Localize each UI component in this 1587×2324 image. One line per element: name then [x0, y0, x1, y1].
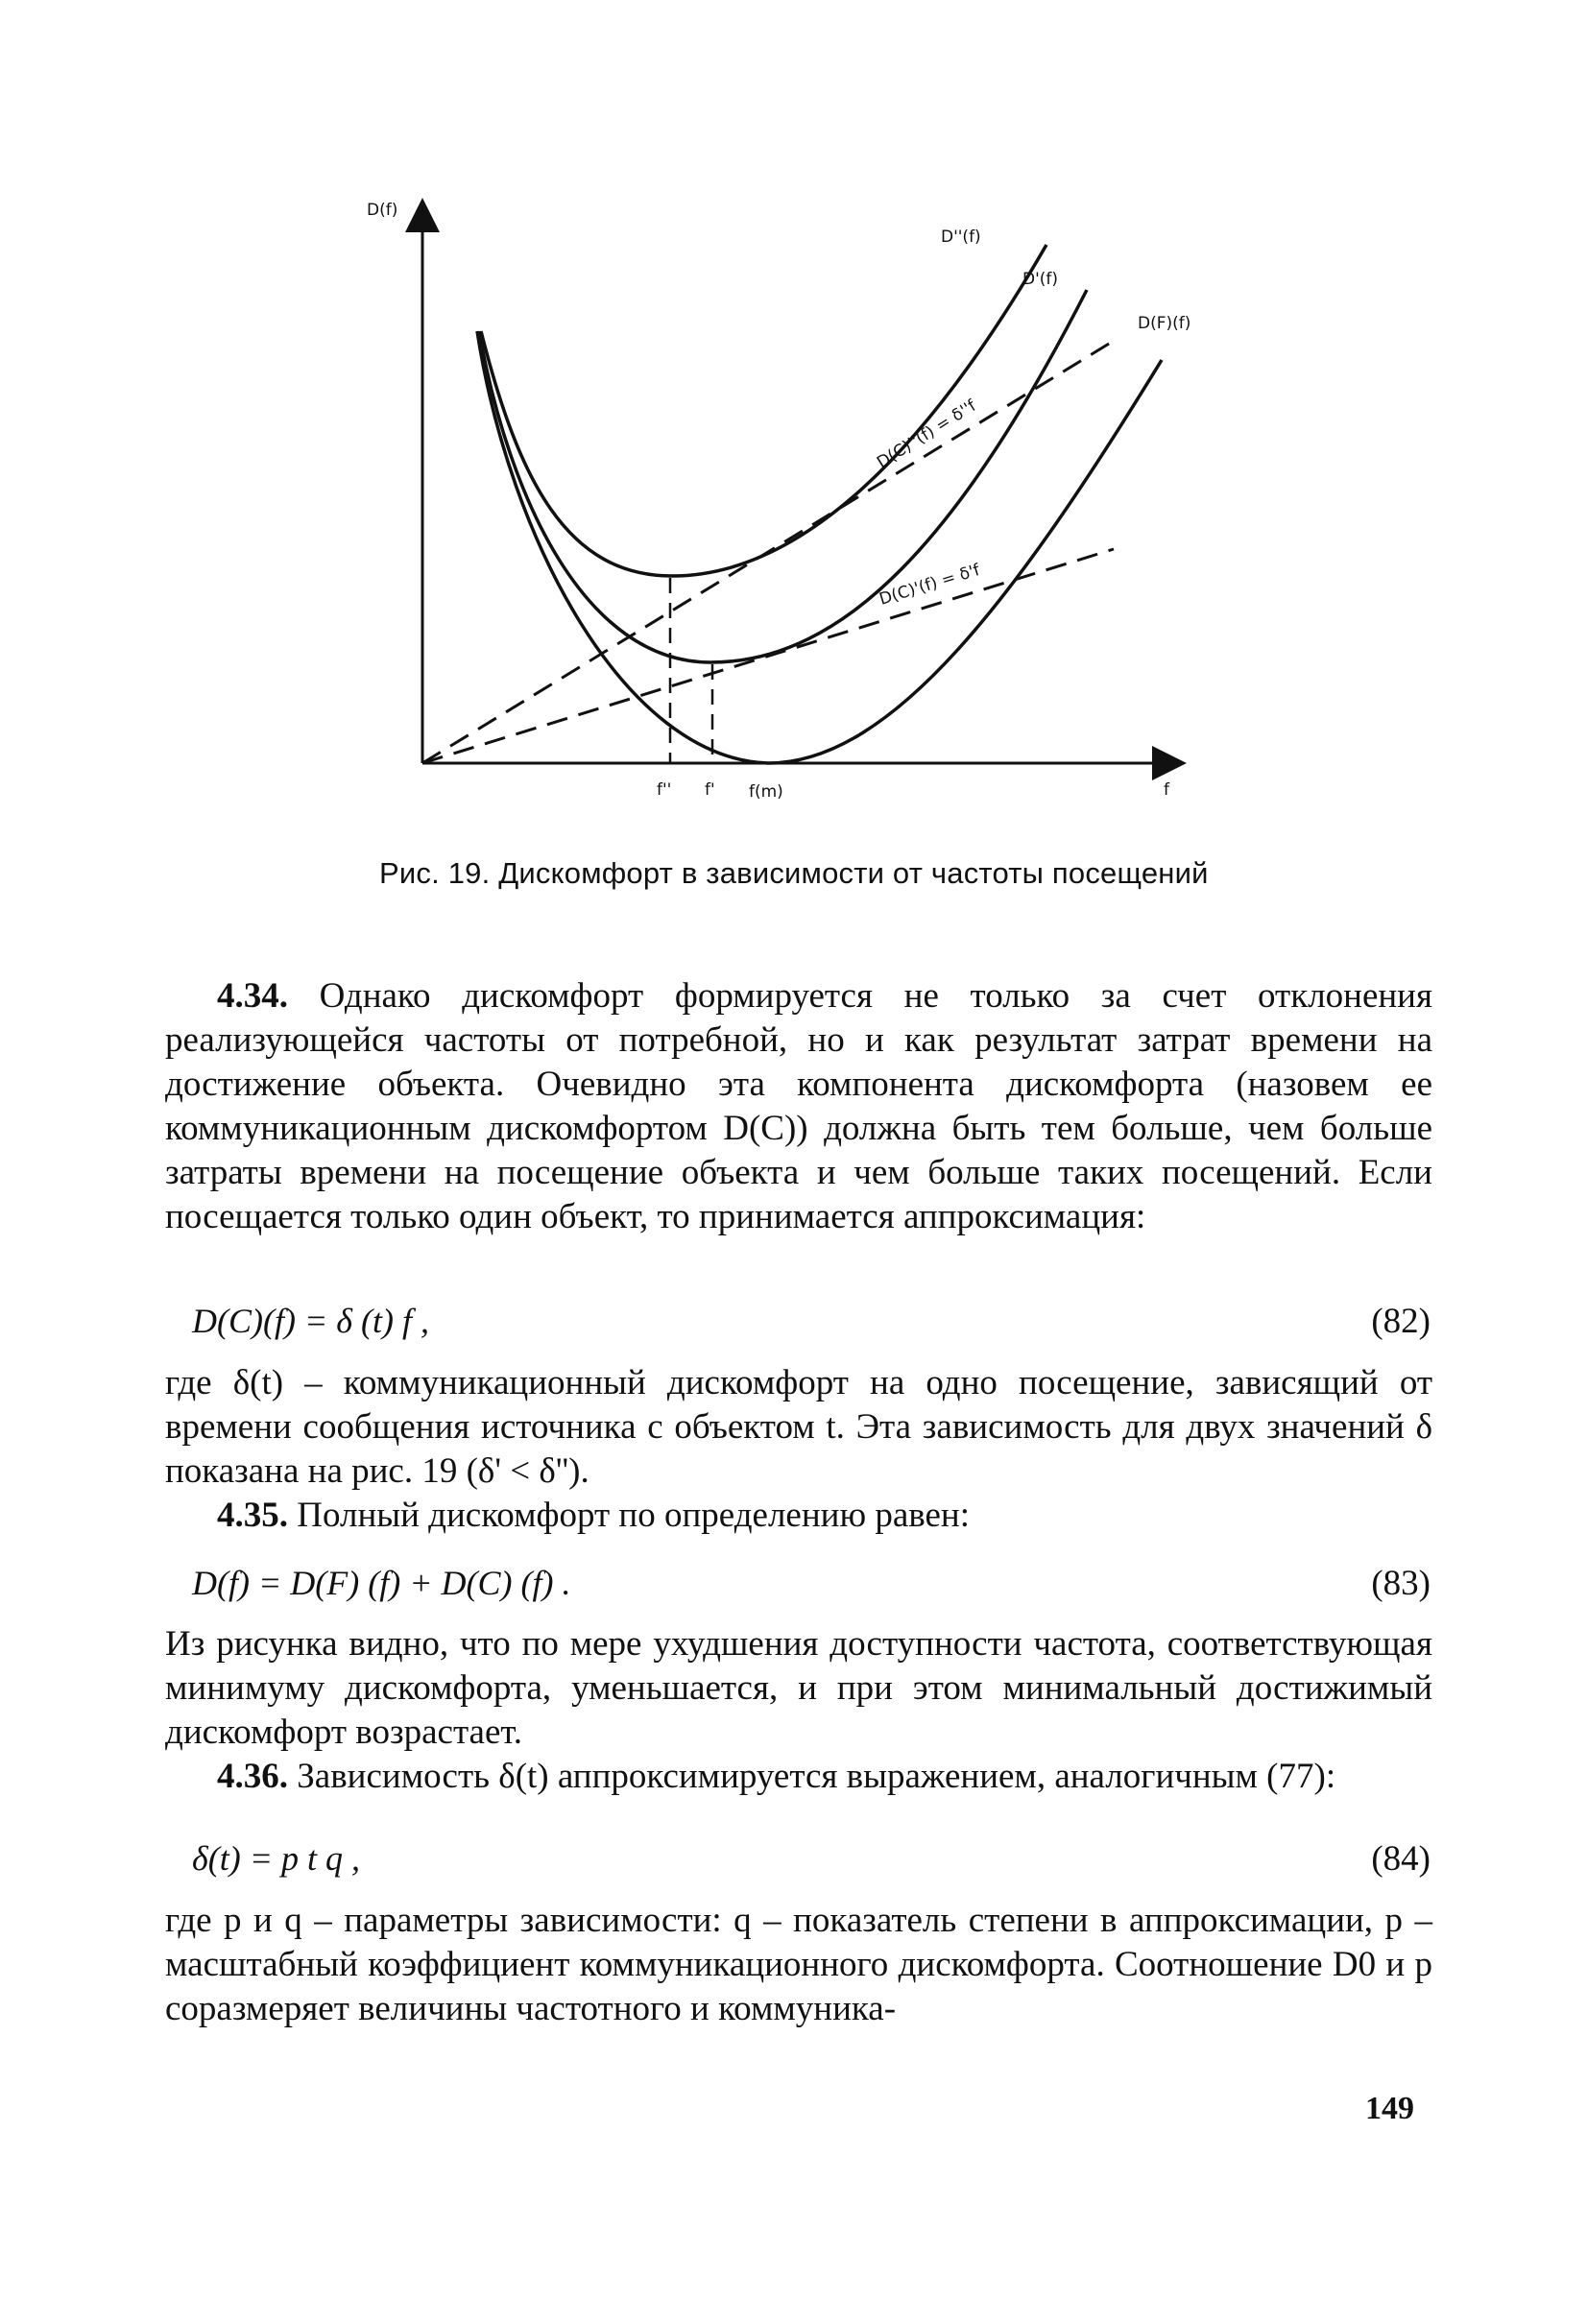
curve-df — [477, 331, 1162, 763]
equation-82-text: D(C)(f) = δ (t) f , — [192, 1302, 429, 1340]
equation-82 — [192, 1301, 1431, 1341]
curve-d2-label: D''(f) — [941, 228, 981, 247]
equation-82-number: (82) — [1371, 1302, 1431, 1341]
line-c2-label: D(C)''(f) = δ''f — [874, 395, 980, 473]
paragraph-436-text: Зависимость δ(t) аппроксимируется выражением, аналогичным (77): — [297, 1757, 1336, 1796]
x-axis-label: f — [1164, 780, 1169, 800]
paragraph-434 — [165, 974, 1432, 1239]
paragraph-434-text: Однако дискомфорт формируется не только за счет отклонения реализующейся частоты от потребной, но и как результат затрат времени на достижение объекта. Очевидно эта компонента дискомфорта (назовем ее коммуникационным дискомфортом D(C)) должна быть тем больше, чем больше затраты времени на посещение объекта и чем больше таких посещений. Если посещается только один объект, то принимается аппроксимация: — [165, 976, 1432, 1236]
tick-fm-label: f(m) — [749, 782, 783, 802]
paragraph-after-84 — [165, 1899, 1432, 2031]
equation-84-text: δ(t) = p t q , — [192, 1839, 361, 1878]
paragraph-after-83-text: Из рисунка видно, что по мере ухудшения доступности частота, соответствующая минимуму дискомфорта, уменьшается, и при этом минимальный достижимый дискомфорт возрастает. — [165, 1624, 1432, 1752]
equation-84 — [192, 1838, 1431, 1879]
paragraph-after-82-text: где δ(t) – коммуникационный дискомфорт на одно посещение, зависящий от времени сообщения источника с объектом t. Эта зависимость для двух значений δ показана на рис. 19 (δ' < δ''). — [165, 1363, 1432, 1491]
equation-84-number: (84) — [1371, 1839, 1431, 1879]
section-number-434: 4.34. — [217, 976, 288, 1016]
line-c1-label: D(C)'(f) = δ'f — [877, 561, 982, 610]
equation-83 — [192, 1563, 1431, 1603]
figure-caption: Рис. 19. Дискомфорт в зависимости от частоты посещений — [379, 856, 1209, 890]
section-number-436: 4.36. — [217, 1757, 288, 1796]
paragraph-after-83 — [165, 1622, 1432, 1799]
page-number: 149 — [1365, 2091, 1414, 2126]
section-number-435: 4.35. — [217, 1496, 288, 1535]
equation-83-text: D(f) = D(F) (f) + D(C) (f) . — [192, 1564, 571, 1602]
curve-df-label: D(F)(f) — [1138, 314, 1191, 333]
tick-f1-label: f' — [705, 780, 715, 800]
paragraph-435-text: Полный дискомфорт по определению равен: — [297, 1496, 971, 1535]
y-axis-label: D(f) — [367, 201, 398, 220]
line-c1 — [422, 549, 1114, 763]
discomfort-figure — [0, 0, 1587, 864]
curve-d1-label: D'(f) — [1022, 270, 1059, 289]
paragraph-after-82 — [165, 1361, 1432, 1538]
equation-83-number: (83) — [1371, 1564, 1431, 1603]
paragraph-after-84-text: где p и q – параметры зависимости: q – показатель степени в аппроксимации, p – масштабный коэффициент коммуникационного дискомфорта. Соотношение D0 и p соразмеряет величины частотного и коммуника- — [165, 1901, 1432, 2028]
tick-f2-label: f'' — [657, 780, 672, 800]
